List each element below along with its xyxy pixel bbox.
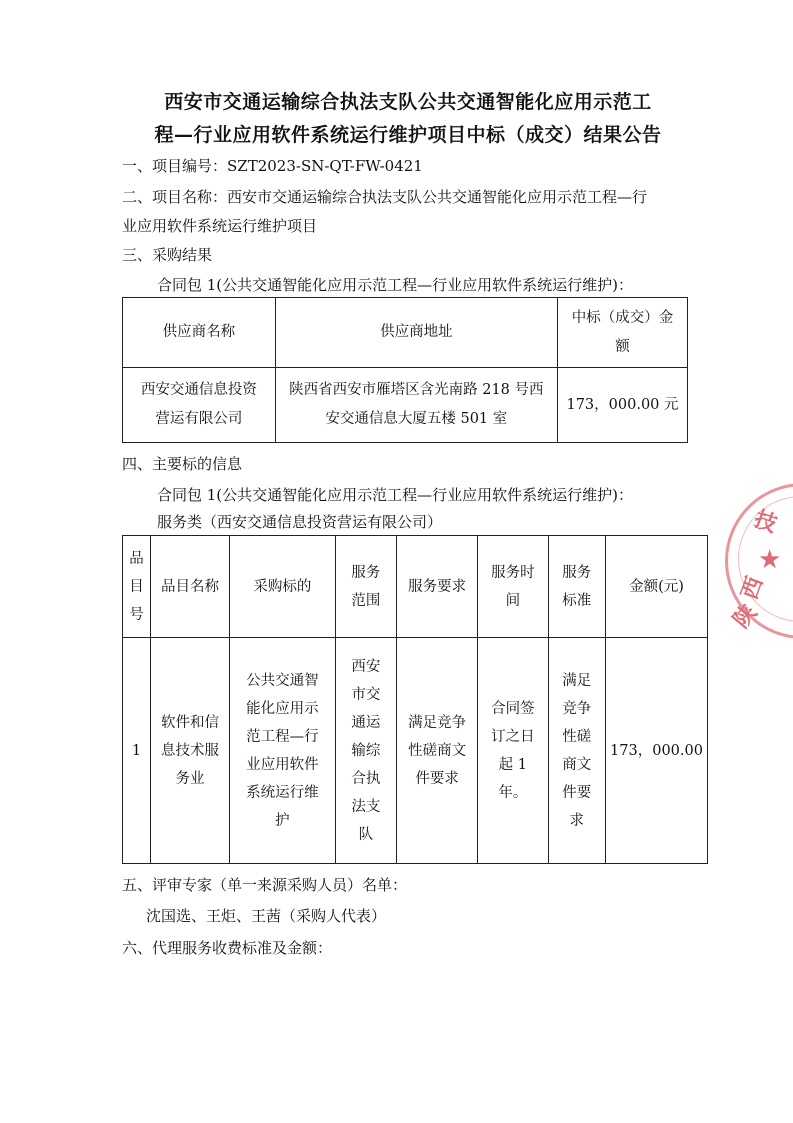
amount-cell: 173，000.00 <box>606 638 708 864</box>
seal-char-technology: 技 <box>750 505 781 538</box>
section-procurement-result: 三、采购结果 <box>122 246 213 264</box>
service-scope-cell: 西安 市交 通运 输综 合执 法支 队 <box>335 638 396 864</box>
service-time-cell: 合同签 订之日 起 1 年。 <box>478 638 548 864</box>
header-supplier-address: 供应商地址 <box>275 298 557 368</box>
header-service-requirement: 服务要求 <box>397 536 478 638</box>
target-info-table <box>122 535 708 864</box>
header-supplier-name: 供应商名称 <box>123 298 276 368</box>
seal-char-shaan: 陕 <box>728 599 763 634</box>
target-package-label: 合同包 1(公共交通智能化应用示范工程—行业应用软件系统运行维护)： <box>157 486 634 504</box>
supplier-name-cell: 西安交通信息投资 营运有限公司 <box>123 368 276 443</box>
result-table-header <box>123 298 688 368</box>
service-standard-cell: 满足 竞争 性磋 商文 件要 求 <box>548 638 605 864</box>
header-service-standard: 服务 标准 <box>548 536 605 638</box>
header-service-time: 服务时 间 <box>478 536 548 638</box>
section-main-target: 四、主要标的信息 <box>122 455 243 473</box>
header-bid-amount: 中标（成交）金 额 <box>558 298 688 368</box>
supplier-address-cell: 陕西省西安市雁塔区含光南路 218 号西 安交通信息大厦五楼 501 室 <box>275 368 557 443</box>
seal-char-xi: 西 <box>736 573 769 603</box>
header-amount: 金额(元) <box>606 536 708 638</box>
title-line-1: 西安市交通运输综合执法支队公共交通智能化应用示范工 <box>164 91 652 113</box>
header-item-name: 品目名称 <box>150 536 229 638</box>
header-item-number: 品 目 号 <box>123 536 151 638</box>
result-package-label: 合同包 1(公共交通智能化应用示范工程—行业应用软件系统运行维护)： <box>157 276 634 294</box>
target-table-header <box>123 536 708 638</box>
project-name-line-2: 业应用软件系统运行维护项目 <box>122 217 318 235</box>
item-number-cell: 1 <box>123 638 151 864</box>
service-requirement-cell: 满足竞争 性磋商文 件要求 <box>397 638 478 864</box>
procurement-target-cell: 公共交通智 能化应用示 范工程—行 业应用软件 系统运行维 护 <box>230 638 336 864</box>
table-row <box>123 368 688 443</box>
header-service-scope: 服务 范围 <box>335 536 396 638</box>
review-expert-names: 沈国选、王炬、王茜（采购人代表） <box>146 907 387 925</box>
section-review-experts: 五、评审专家（单一来源采购人员）名单： <box>122 876 408 894</box>
item-name-cell: 软件和信 息技术服 务业 <box>150 638 229 864</box>
document-title <box>118 86 698 152</box>
service-category-label: 服务类（西安交通信息投资营运有限公司） <box>157 513 443 531</box>
result-table <box>122 297 688 443</box>
section-agency-fee: 六、代理服务收费标准及金额： <box>122 939 333 957</box>
table-row <box>123 638 708 864</box>
title-line-2: 程—行业应用软件系统运行维护项目中标（成交）结果公告 <box>154 124 662 146</box>
project-number: 一、项目编号：SZT2023-SN-QT-FW-0421 <box>122 157 423 175</box>
header-procurement-target: 采购标的 <box>230 536 336 638</box>
project-name-line-1: 二、项目名称：西安市交通运输综合执法支队公共交通智能化应用示范工程—行 <box>122 188 648 206</box>
bid-amount-cell: 173，000.00 元 <box>558 368 688 443</box>
seal-star-icon: ★ <box>758 545 782 575</box>
